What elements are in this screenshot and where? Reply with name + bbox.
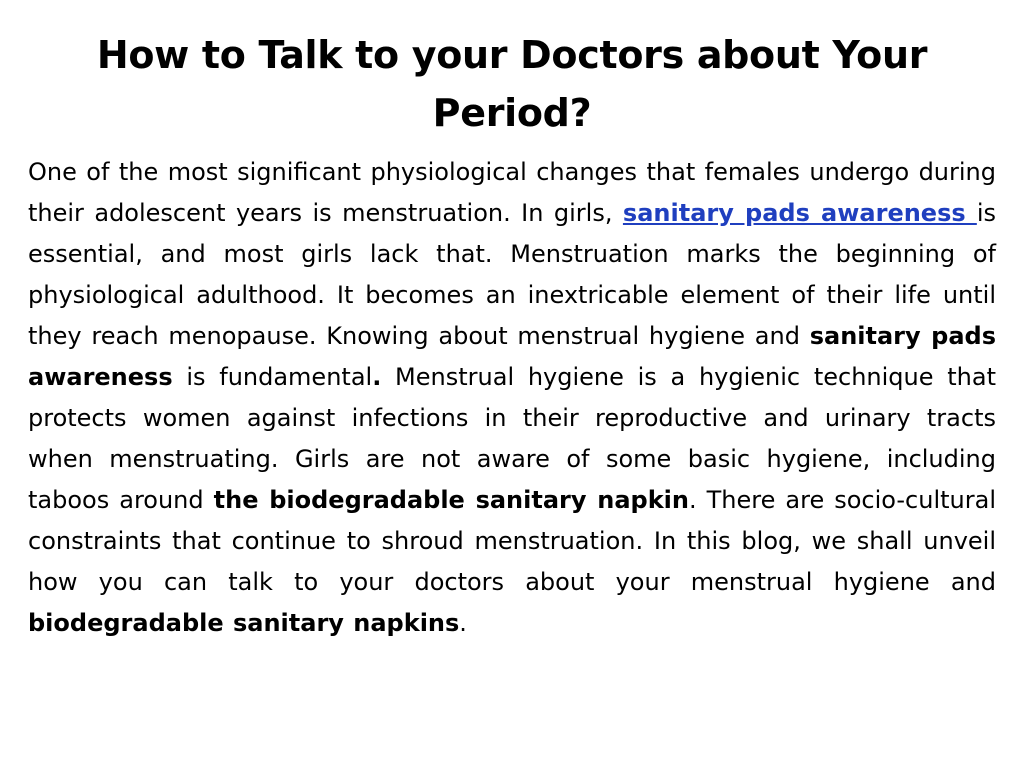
bold-period: . — [372, 363, 382, 391]
text-segment: is essential, and most girls lack that. Menstruation marks the beginning of physiological adulthood. It becomes an inextricable element of their life until they reach menopause. Knowing about menstrual hygiene and — [28, 199, 996, 350]
text-segment: is fundamental — [172, 363, 373, 391]
slide-title: How to Talk to your Doctors about Your Period? — [96, 33, 928, 135]
text-segment: Menstrual hygiene is a hygienic technique that protects women against infections in their reproductive and urinary tracts when menstruating. Girls are not aware of some basic hygiene, including taboos around — [28, 363, 996, 514]
text-segment: One of the most significant physiological changes that females undergo during their adolescent years is menstruation. In girls, — [28, 158, 996, 227]
text-segment: . — [459, 609, 467, 637]
bold-term: sanitary pads awareness — [28, 322, 997, 391]
body-paragraph — [28, 152, 996, 644]
bold-term: biodegradable sanitary napkins — [28, 609, 460, 637]
bold-term: the biodegradable sanitary napkin — [213, 486, 689, 514]
sanitary-pads-awareness-link[interactable]: sanitary pads awareness — [622, 199, 977, 227]
text-segment: . There are socio-cultural constraints that continue to shroud menstruation. In this blog, we shall unveil how you can talk to your doctors about your menstrual hygiene and — [28, 486, 996, 596]
